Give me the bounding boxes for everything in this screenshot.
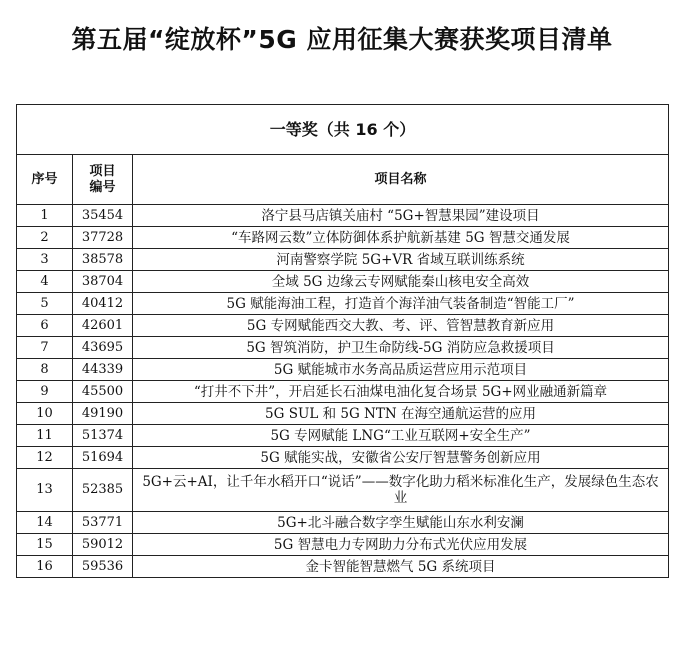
table-row bbox=[17, 249, 669, 271]
row-project-code: 53771 bbox=[73, 512, 133, 534]
row-project-name: 河南警察学院 5G+VR 省域互联训练系统 bbox=[133, 249, 669, 271]
row-project-name: 5G 专网赋能 LNG“工业互联网+安全生产” bbox=[133, 425, 669, 447]
row-seq: 16 bbox=[17, 556, 73, 578]
row-project-name: 洛宁县马店镇关庙村 “5G+智慧果园”建设项目 bbox=[133, 205, 669, 227]
row-project-name: 全域 5G 边缘云专网赋能秦山核电安全高效 bbox=[133, 271, 669, 293]
column-header-seq: 序号 bbox=[17, 155, 73, 205]
award-table bbox=[16, 104, 669, 578]
table-row bbox=[17, 447, 669, 469]
row-project-name: 5G 赋能海油工程，打造首个海洋油气装备制造“智能工厂” bbox=[133, 293, 669, 315]
column-header-project-no bbox=[73, 155, 133, 205]
row-project-code: 45500 bbox=[73, 381, 133, 403]
row-project-name: 5G 智慧电力专网助力分布式光伏应用发展 bbox=[133, 534, 669, 556]
table-row bbox=[17, 469, 669, 512]
row-project-name: 5G+云+AI，让千年水稻开口“说话”——数字化助力稻米标准化生产，发展绿色生态农业 bbox=[133, 469, 669, 512]
column-header-name: 项目名称 bbox=[133, 155, 669, 205]
row-project-code: 38704 bbox=[73, 271, 133, 293]
row-project-name: 5G 赋能城市水务高品质运营应用示范项目 bbox=[133, 359, 669, 381]
row-seq: 14 bbox=[17, 512, 73, 534]
row-project-name: 金卡智能智慧燃气 5G 系统项目 bbox=[133, 556, 669, 578]
table-row bbox=[17, 534, 669, 556]
row-seq: 10 bbox=[17, 403, 73, 425]
row-project-name: 5G 专网赋能西交大教、考、评、管智慧教育新应用 bbox=[133, 315, 669, 337]
page-title: 第五届“绽放杯”5G 应用征集大赛获奖项目清单 bbox=[71, 25, 613, 54]
row-seq: 7 bbox=[17, 337, 73, 359]
row-seq: 12 bbox=[17, 447, 73, 469]
row-seq: 1 bbox=[17, 205, 73, 227]
table-row bbox=[17, 337, 669, 359]
table-row bbox=[17, 512, 669, 534]
table-row bbox=[17, 293, 669, 315]
row-seq: 2 bbox=[17, 227, 73, 249]
row-project-code: 49190 bbox=[73, 403, 133, 425]
row-project-code: 37728 bbox=[73, 227, 133, 249]
row-seq: 4 bbox=[17, 271, 73, 293]
row-project-code: 43695 bbox=[73, 337, 133, 359]
row-project-code: 40412 bbox=[73, 293, 133, 315]
table-row bbox=[17, 205, 669, 227]
table-row bbox=[17, 381, 669, 403]
row-seq: 13 bbox=[17, 469, 73, 512]
row-seq: 5 bbox=[17, 293, 73, 315]
row-project-code: 35454 bbox=[73, 205, 133, 227]
row-project-code: 38578 bbox=[73, 249, 133, 271]
row-seq: 6 bbox=[17, 315, 73, 337]
table-row bbox=[17, 315, 669, 337]
row-project-code: 42601 bbox=[73, 315, 133, 337]
table-row bbox=[17, 359, 669, 381]
award-heading: 一等奖（共 16 个） bbox=[17, 105, 669, 155]
row-project-code: 51374 bbox=[73, 425, 133, 447]
row-project-code: 59012 bbox=[73, 534, 133, 556]
row-project-code: 51694 bbox=[73, 447, 133, 469]
column-header-project-no-line2: 编号 bbox=[89, 179, 116, 195]
row-project-name: “打井不下井”，开启延长石油煤电油化复合场景 5G+网业融通新篇章 bbox=[133, 381, 669, 403]
row-project-name: “车路网云数”立体防御体系护航新基建 5G 智慧交通发展 bbox=[133, 227, 669, 249]
table-body bbox=[17, 205, 669, 578]
table-row bbox=[17, 271, 669, 293]
row-seq: 3 bbox=[17, 249, 73, 271]
row-project-name: 5G+北斗融合数字孪生赋能山东水利安澜 bbox=[133, 512, 669, 534]
row-project-name: 5G SUL 和 5G NTN 在海空通航运营的应用 bbox=[133, 403, 669, 425]
row-project-name: 5G 智筑消防，护卫生命防线-5G 消防应急救援项目 bbox=[133, 337, 669, 359]
table-row bbox=[17, 425, 669, 447]
row-project-code: 44339 bbox=[73, 359, 133, 381]
table-row bbox=[17, 403, 669, 425]
row-seq: 8 bbox=[17, 359, 73, 381]
row-project-code: 59536 bbox=[73, 556, 133, 578]
table-row bbox=[17, 227, 669, 249]
row-project-name: 5G 赋能实战，安徽省公安厅智慧警务创新应用 bbox=[133, 447, 669, 469]
table-row bbox=[17, 556, 669, 578]
row-seq: 9 bbox=[17, 381, 73, 403]
row-project-code: 52385 bbox=[73, 469, 133, 512]
row-seq: 11 bbox=[17, 425, 73, 447]
column-header-project-no-line1: 项目 bbox=[89, 163, 116, 179]
row-seq: 15 bbox=[17, 534, 73, 556]
